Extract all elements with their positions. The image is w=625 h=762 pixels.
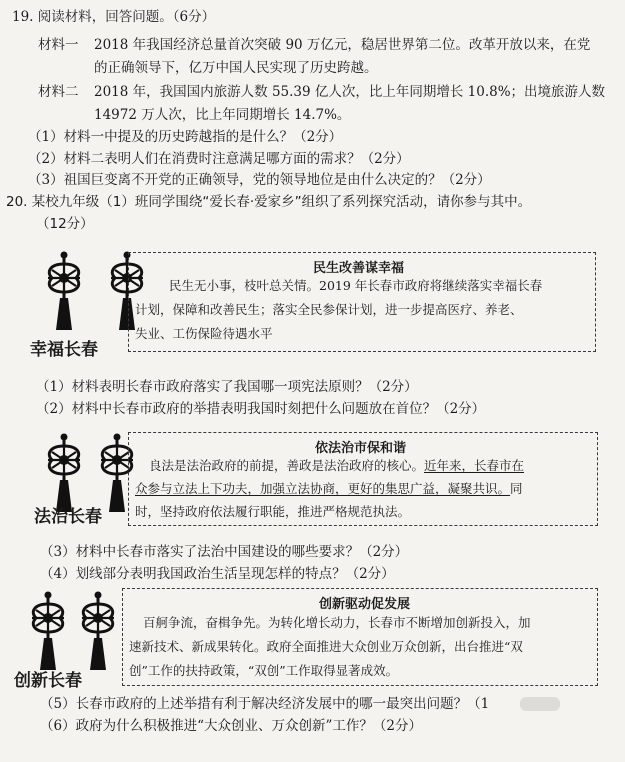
material-box-innovation bbox=[122, 588, 598, 686]
material-box-livelihood bbox=[128, 252, 596, 352]
q20-sub3: （3）材料中长春市落实了法治中国建设的哪些要求？（2分） bbox=[40, 544, 409, 560]
chinese-knot-icon bbox=[26, 590, 70, 672]
q19-material1-line2: 的正确领导下，亿万中国人民实现了历史跨越。 bbox=[94, 60, 378, 76]
q19-sub1: （1）材料一中提及的历史跨越指的是什么？（2分） bbox=[28, 129, 343, 145]
q20-points: （12分） bbox=[36, 216, 94, 232]
material-box-line: 时，坚持政府依法履行职能，推进严格规范执法。 bbox=[135, 504, 411, 519]
material-box-title: 创新驱动促发展 bbox=[319, 597, 411, 612]
underlined-text: 众参与立法上下功夫，加强立法协商，更好的集思广益，凝聚共识。 bbox=[135, 481, 511, 496]
material-box-title: 依法治市保和谐 bbox=[315, 441, 407, 456]
q20-sub5: （5）长春市政府的上述举措有利于解决经济发展中的哪一最突出问题？（1 bbox=[40, 696, 490, 712]
q20-sub6: （6）政府为什么积极推进“大众创业、万众创新”工作？（2分） bbox=[40, 718, 422, 734]
q20-heading: 20. 某校九年级（1）班同学围绕“爱长春·爱家乡”组织了系列探究活动，请你参与其中。 bbox=[6, 194, 532, 210]
material-box-line: 创”工作的扶持政策，“双创”工作取得显著成效。 bbox=[129, 663, 399, 678]
q19-heading: 19. 阅读材料，回答问题。（6分） bbox=[12, 9, 216, 25]
q19-material1-line1: 2018 年我国经济总量首次突破 90 万亿元，稳居世界第二位。改革开放以来，在党 bbox=[94, 37, 591, 53]
material-box-line: 失业、工伤保险待遇水平 bbox=[135, 326, 273, 341]
q19-sub2: （2）材料二表明人们在消费时注意满足哪方面的需求？（2分） bbox=[28, 151, 410, 167]
material-box-rule-of-law bbox=[128, 432, 598, 526]
chinese-knot-icon bbox=[76, 590, 120, 672]
q19-sub3: （3）祖国巨变离不开党的正确领导，党的领导地位是由什么决定的？（2分） bbox=[28, 172, 491, 188]
section-label-happy-changchun: 幸福长春 bbox=[30, 340, 98, 360]
material-box-line bbox=[135, 480, 523, 498]
q19-material2-line1: 2018 年，我国国内旅游人数 55.39 亿人次，比上年同期增长 10.8%；出境旅游人数 bbox=[94, 84, 606, 100]
q20-sub4: （4）划线部分表明我国政治生活呈现怎样的特点？（2分） bbox=[40, 566, 395, 582]
material-box-line: 计划，保障和改善民生；落实全民参保计划，进一步提高医疗、养老、 bbox=[135, 302, 523, 317]
q19-material2-label: 材料二 bbox=[38, 84, 79, 100]
q20-sub1: （1）材料表明长春市政府落实了我国哪一项宪法原则？（2分） bbox=[36, 379, 418, 395]
chinese-knot-icon bbox=[42, 250, 86, 332]
underlined-text: 近年来，长春市在 bbox=[424, 458, 525, 473]
material-box-title: 民生改善谋幸福 bbox=[313, 261, 405, 276]
section-label-innovation-changchun: 创新长春 bbox=[14, 671, 82, 691]
q19-material2-line2: 14972 万人次，比上年同期增长 14.7%。 bbox=[94, 107, 351, 123]
material-box-line: 百舸争流，奋楫争先。为转化增长动力，长春市不断增加创新投入，加 bbox=[143, 615, 531, 630]
material-box-line: 速新技术、新成果转化。政府全面推进大众创业万众创新，出台推进“双 bbox=[129, 639, 523, 654]
material-text: 同 bbox=[510, 481, 523, 496]
q19-material1-label: 材料一 bbox=[38, 37, 79, 53]
material-text: 良法是法治政府的前提，善政是法治政府的核心。 bbox=[149, 458, 425, 473]
material-box-line: 民生无小事，枝叶总关情。2019 年长春市政府将继续落实幸福长春 bbox=[169, 278, 543, 293]
section-label-rule-of-law-changchun: 法治长春 bbox=[34, 507, 102, 527]
material-box-line bbox=[149, 457, 524, 475]
paper-smudge bbox=[520, 697, 560, 711]
q20-sub2: （2）材料中长春市政府的举措表明我国时刻把什么问题放在首位？（2分） bbox=[36, 401, 486, 417]
